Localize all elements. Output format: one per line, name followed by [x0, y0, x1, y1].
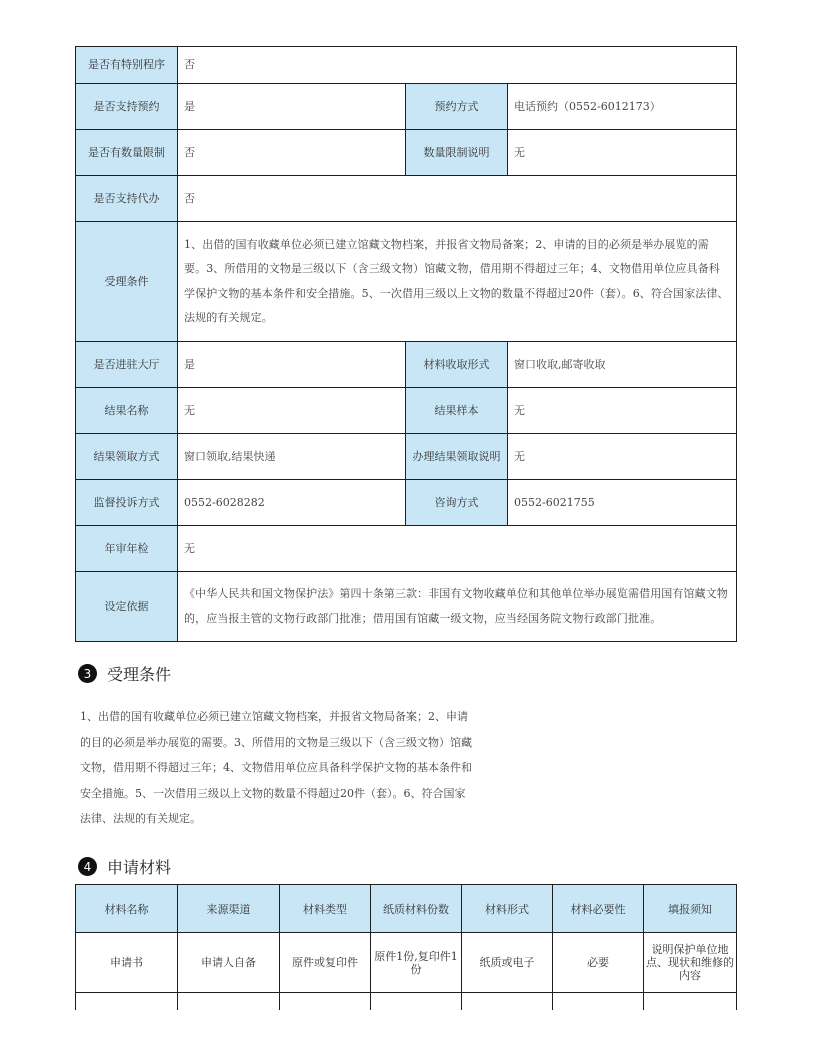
info-value: 无	[178, 388, 406, 434]
info-value: 1、出借的国有收藏单位必须已建立馆藏文物档案，并报省文物局备案；2、申请的目的必须是举办展览的需要。3、所借用的文物是三级以下（含三级文物）馆藏文物，借用期不得超过三年；4、文物借用单位应具备科学保护文物的基本条件和安全措施。5、一次借用三级以上文物的数量不得超过20件（套）。6、符合国家法律、法规的有关规定。	[178, 222, 737, 342]
info-row-annual-inspection	[76, 526, 737, 572]
column-header: 材料名称	[76, 885, 178, 933]
info-label: 是否进驻大厅	[76, 342, 178, 388]
section-title: 申请材料	[107, 858, 172, 877]
info-value: 无	[508, 434, 737, 480]
info-label: 咨询方式	[406, 480, 508, 526]
info-value: 是	[178, 342, 406, 388]
table-cell: 必要	[553, 933, 644, 993]
info-value: 电话预约（0552-6012173）	[508, 84, 737, 130]
page-bottom-margin	[0, 1010, 816, 1056]
materials-table	[75, 884, 737, 1014]
info-row-quantity-limit	[76, 130, 737, 176]
column-header: 来源渠道	[178, 885, 280, 933]
table-cell: 原件或复印件	[280, 933, 371, 993]
table-cell: 纸质或电子	[462, 933, 553, 993]
section-title: 受理条件	[107, 665, 172, 684]
info-label: 材料收取形式	[406, 342, 508, 388]
info-value: 无	[508, 130, 737, 176]
info-label: 数量限制说明	[406, 130, 508, 176]
info-label: 受理条件	[76, 222, 178, 342]
info-row-result-name	[76, 388, 737, 434]
column-header: 材料必要性	[553, 885, 644, 933]
info-value: 否	[178, 47, 737, 84]
section-heading-materials	[78, 855, 171, 878]
info-value: 是	[178, 84, 406, 130]
column-header: 填报须知	[644, 885, 737, 933]
info-value: 0552-6021755	[508, 480, 737, 526]
info-row-appointment	[76, 84, 737, 130]
section-heading-acceptance	[78, 662, 171, 685]
info-label: 是否有特别程序	[76, 47, 178, 84]
materials-header-row	[76, 885, 737, 933]
info-label: 是否支持代办	[76, 176, 178, 222]
info-label: 结果名称	[76, 388, 178, 434]
info-label: 是否支持预约	[76, 84, 178, 130]
info-row-acceptance-conditions	[76, 222, 737, 342]
info-value: 无	[508, 388, 737, 434]
table-cell: 原件1份,复印件1份	[371, 933, 462, 993]
info-value: 窗口领取,结果快递	[178, 434, 406, 480]
info-row-hall	[76, 342, 737, 388]
info-value: 窗口收取,邮寄收取	[508, 342, 737, 388]
table-cell: 申请书	[76, 933, 178, 993]
table-row	[76, 933, 737, 993]
info-label: 设定依据	[76, 572, 178, 642]
section-number-badge: 4	[78, 857, 97, 876]
info-row-result-pickup	[76, 434, 737, 480]
info-value: 否	[178, 176, 737, 222]
info-row-proxy	[76, 176, 737, 222]
service-info-table	[75, 46, 737, 642]
table-cell: 申请人自备	[178, 933, 280, 993]
info-row-complaint	[76, 480, 737, 526]
info-label: 监督投诉方式	[76, 480, 178, 526]
acceptance-conditions-text: 1、出借的国有收藏单位必须已建立馆藏文物档案，并报省文物局备案；2、申请的目的必须是举办展览的需要。3、所借用的文物是三级以下（含三级文物）馆藏文物，借用期不得超过三年；4、文物借用单位应具备科学保护文物的基本条件和安全措施。5、一次借用三级以上文物的数量不得超过20件（套）。6、符合国家法律、法规的有关规定。	[80, 710, 472, 826]
info-value: 无	[178, 526, 737, 572]
info-row-legal-basis	[76, 572, 737, 642]
info-label: 结果样本	[406, 388, 508, 434]
info-label: 年审年检	[76, 526, 178, 572]
info-label: 是否有数量限制	[76, 130, 178, 176]
info-row-special-procedure	[76, 47, 737, 84]
info-value: 否	[178, 130, 406, 176]
info-label: 预约方式	[406, 84, 508, 130]
table-cell: 说明保护单位地点、现状和维修的内容	[644, 933, 737, 993]
info-label: 结果领取方式	[76, 434, 178, 480]
column-header: 纸质材料份数	[371, 885, 462, 933]
section-number-badge: 3	[78, 664, 97, 683]
info-value: 《中华人民共和国文物保护法》第四十条第三款：非国有文物收藏单位和其他单位举办展览需借用国有馆藏文物的，应当报主管的文物行政部门批准；借用国有馆藏一级文物，应当经国务院文物行政部门批准。	[178, 572, 737, 642]
info-value: 0552-6028282	[178, 480, 406, 526]
column-header: 材料类型	[280, 885, 371, 933]
info-label: 办理结果领取说明	[406, 434, 508, 480]
column-header: 材料形式	[462, 885, 553, 933]
